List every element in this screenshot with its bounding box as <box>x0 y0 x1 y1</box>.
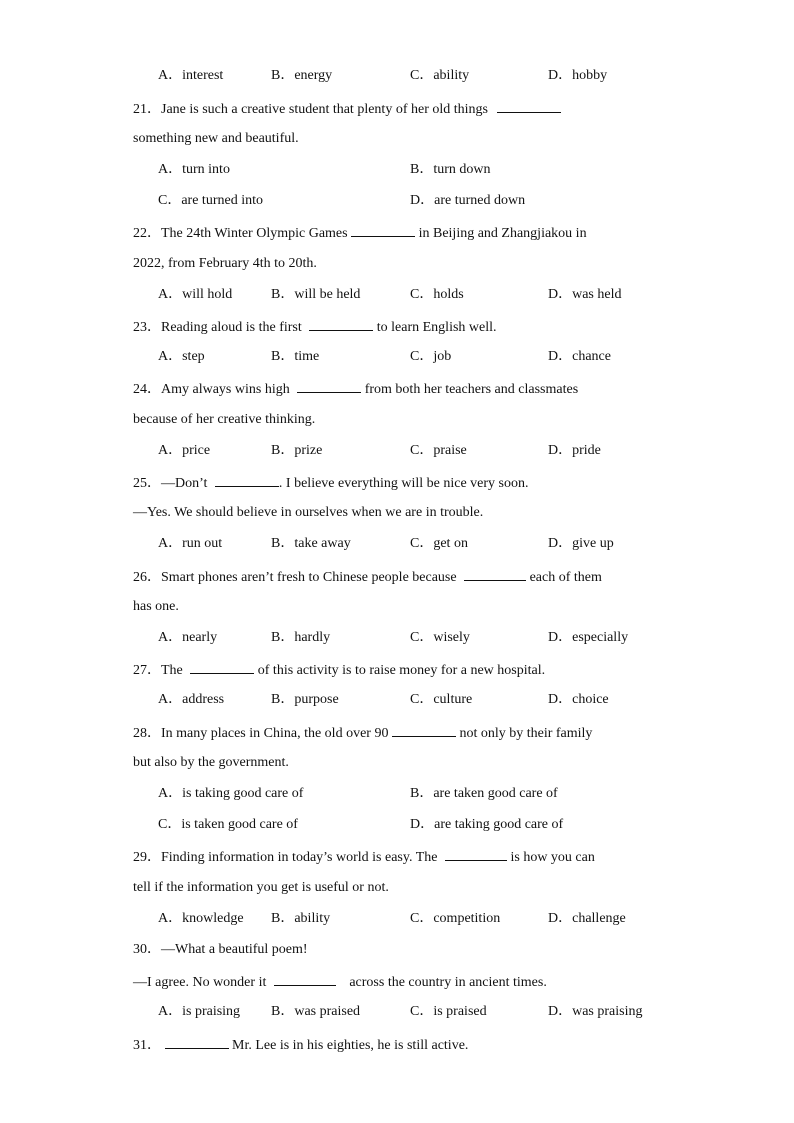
q25-stem-line1 <box>133 473 529 493</box>
q23-option-b: B．time <box>271 349 320 364</box>
q26-stem-line1 <box>133 567 602 587</box>
q31-stem-text-post: Mr. Lee is in his eighties, he is still active. <box>232 1038 469 1053</box>
q25-answer-blank[interactable] <box>215 473 279 487</box>
q30-stem-text-post: across the country in ancient times. <box>349 975 547 990</box>
q26-stem-text-post: each of them <box>529 570 602 585</box>
q20-option-b: B．energy <box>271 68 333 83</box>
q26-stem-line2: has one. <box>133 599 179 614</box>
q24-option-c: C．praise <box>410 443 467 458</box>
q22-option-a: A．will hold <box>158 287 233 302</box>
q24-stem-text-pre: 24．Amy always wins high <box>133 382 290 397</box>
q22-option-b: B．will be held <box>271 287 361 302</box>
q23-answer-blank[interactable] <box>309 317 373 331</box>
q30-option-a: A．is praising <box>158 1004 241 1019</box>
q30-option-c: C．is praised <box>410 1004 487 1019</box>
q30-answer-blank[interactable] <box>274 972 336 986</box>
q26-option-d: D．especially <box>548 630 629 645</box>
q29-stem-text-post: is how you can <box>510 850 595 865</box>
q27-stem-text-pre: 27．The <box>133 663 183 678</box>
q22-answer-blank[interactable] <box>351 223 415 237</box>
q24-answer-blank[interactable] <box>297 379 361 393</box>
q23-option-c: C．job <box>410 349 452 364</box>
q29-stem-line1 <box>133 847 595 867</box>
q30-stem-line2 <box>133 972 547 992</box>
q22-option-d: D．was held <box>548 287 622 302</box>
q25-option-d: D．give up <box>548 536 614 551</box>
q30-stem-line1: 30．—What a beautiful poem! <box>133 942 308 957</box>
q27-option-d: D．choice <box>548 692 609 707</box>
q28-answer-blank[interactable] <box>392 723 456 737</box>
q20-option-c: C．ability <box>410 68 470 83</box>
q29-answer-blank[interactable] <box>445 847 507 861</box>
q23-stem-text-post: to learn English well. <box>376 320 497 335</box>
q21-answer-blank[interactable] <box>497 99 561 113</box>
q22-stem-line1 <box>133 223 587 243</box>
q27-stem-line1 <box>133 660 545 680</box>
q27-option-b: B．purpose <box>271 692 339 707</box>
q24-option-b: B．prize <box>271 443 323 458</box>
q22-stem-text-pre: 22．The 24th Winter Olympic Games <box>133 226 348 241</box>
q23-stem-line1 <box>133 317 497 337</box>
q22-option-c: C．holds <box>410 287 464 302</box>
q29-option-c: C．competition <box>410 911 501 926</box>
q28-option-d: D．are taking good care of <box>410 817 564 832</box>
q29-option-d: D．challenge <box>548 911 626 926</box>
q24-stem-text-post: from both her teachers and classmates <box>364 382 579 397</box>
q25-stem-text-post: . I believe everything will be nice very soon. <box>278 476 529 491</box>
q29-stem-text-pre: 29．Finding information in today’s world is easy. The <box>133 850 438 865</box>
q21-option-a: A．turn into <box>158 162 230 177</box>
q27-answer-blank[interactable] <box>190 660 254 674</box>
q21-stem-text: 21．Jane is such a creative student that plenty of her old things <box>133 102 488 117</box>
q24-option-a: A．price <box>158 443 211 458</box>
q26-option-b: B．hardly <box>271 630 331 645</box>
q21-stem-line2: something new and beautiful. <box>133 131 299 146</box>
q28-stem-line2: but also by the government. <box>133 755 289 770</box>
q28-option-c: C．is taken good care of <box>158 817 298 832</box>
q20-option-d: D．hobby <box>548 68 608 83</box>
q20-option-a: A．interest <box>158 68 224 83</box>
q25-option-a: A．run out <box>158 536 223 551</box>
q31-stem-line1 <box>133 1035 468 1055</box>
q21-stem-line1 <box>133 99 561 119</box>
q25-option-b: B．take away <box>271 536 351 551</box>
q24-stem-line1 <box>133 379 578 399</box>
q26-option-a: A．nearly <box>158 630 218 645</box>
q28-stem-text-pre: 28．In many places in China, the old over 90 <box>133 726 389 741</box>
q29-option-b: B．ability <box>271 911 331 926</box>
q25-stem-text-pre: 25．—Don’t <box>133 476 208 491</box>
q26-option-c: C．wisely <box>410 630 470 645</box>
q31-answer-blank[interactable] <box>165 1035 229 1049</box>
q21-option-d: D．are turned down <box>410 193 526 208</box>
q23-option-d: D．chance <box>548 349 611 364</box>
q27-stem-text-post: of this activity is to raise money for a new hospital. <box>257 663 546 678</box>
q30-option-d: D．was praising <box>548 1004 643 1019</box>
q29-stem-line2: tell if the information you get is useful or not. <box>133 880 389 895</box>
q22-stem-text-post: in Beijing and Zhangjiakou in <box>418 226 587 241</box>
q24-stem-line2: because of her creative thinking. <box>133 412 316 427</box>
q27-option-c: C．culture <box>410 692 473 707</box>
q25-option-c: C．get on <box>410 536 468 551</box>
q30-stem-text-pre: —I agree. No wonder it <box>133 975 267 990</box>
q21-option-b: B．turn down <box>410 162 491 177</box>
q28-option-b: B．are taken good care of <box>410 786 558 801</box>
q26-stem-text-pre: 26．Smart phones aren’t fresh to Chinese people because <box>133 570 457 585</box>
q31-stem-number: 31． <box>133 1038 161 1053</box>
q29-option-a: A．knowledge <box>158 911 244 926</box>
q27-option-a: A．address <box>158 692 225 707</box>
q23-option-a: A．step <box>158 349 205 364</box>
q28-option-a: A．is taking good care of <box>158 786 304 801</box>
q23-stem-text-pre: 23．Reading aloud is the first <box>133 320 302 335</box>
q28-stem-text-post: not only by their family <box>459 726 593 741</box>
q24-option-d: D．pride <box>548 443 601 458</box>
q28-stem-line1 <box>133 723 592 743</box>
q21-option-c: C．are turned into <box>158 193 263 208</box>
q30-option-b: B．was praised <box>271 1004 361 1019</box>
q26-answer-blank[interactable] <box>464 567 526 581</box>
q25-stem-line2: —Yes. We should believe in ourselves when we are in trouble. <box>133 505 484 520</box>
q22-stem-line2: 2022, from February 4th to 20th. <box>133 256 317 271</box>
